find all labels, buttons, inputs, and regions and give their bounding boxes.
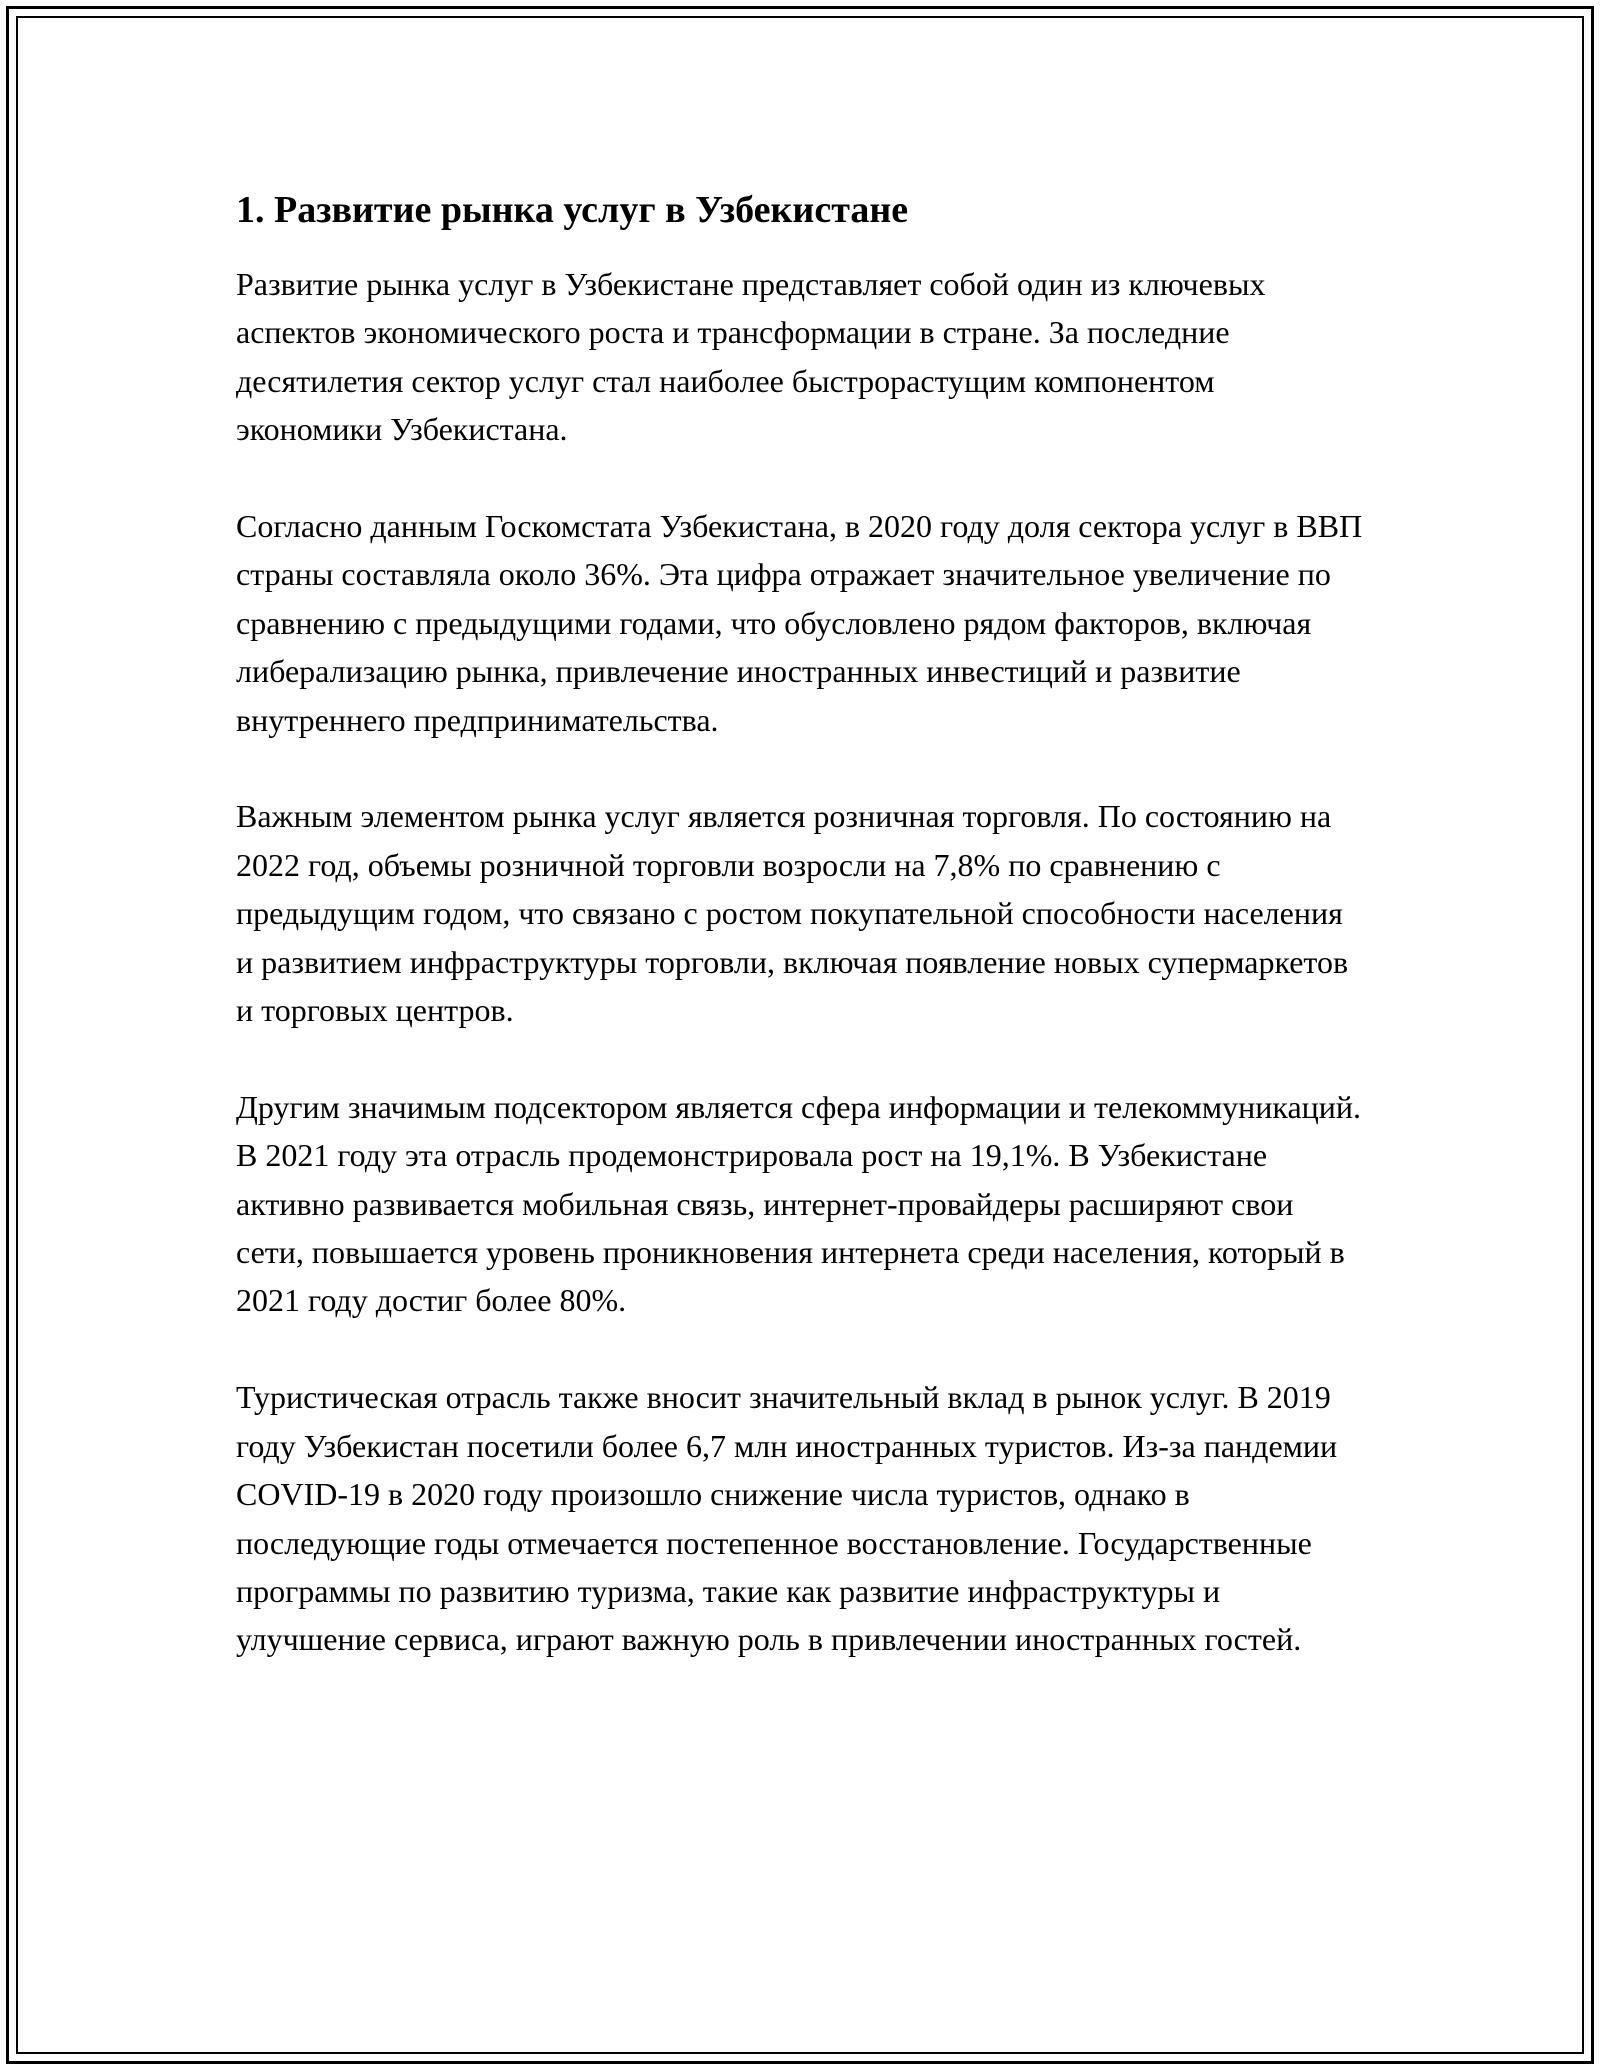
paragraph-intro: Развитие рынка услуг в Узбекистане представляет собой один из ключевых аспектов экономического роста и трансформации в стране. За последние десятилетия сектор услуг стал наиболее быстрорастущим компонентом экономики Узбекистана.	[236, 266, 1266, 448]
section-heading: 1. Развитие рынка услуг в Узбекистане	[236, 189, 909, 231]
paragraph-tourism: Туристическая отрасль также вносит значительный вклад в рынок услуг. В 2019 году Узбекистан посетили более 6,7 млн иностранных туристов. Из-за пандемии COVID-19 в 2020 году произошло снижение числа туристов, однако в последующие годы отмечается постепенное восстановление. Государственные программы по развитию туризма, такие как развитие инфраструктуры и улучшение сервиса, играют важную роль в привлечении иностранных гостей.	[236, 1379, 1338, 1658]
document-body	[236, 186, 1366, 1712]
paragraph-gdp-share: Согласно данным Госкомстата Узбекистана, в 2020 году доля сектора услуг в ВВП страны составляла около 36%. Эта цифра отражает значительное увеличение по сравнению с предыдущими годами, что обусловлено рядом факторов, включая либерализацию рынка, привлечение иностранных инвестиций и развитие внутреннего предпринимательства.	[236, 508, 1363, 738]
paragraph-telecom: Другим значимым подсектором является сфера информации и телекоммуникаций. В 2021 году эта отрасль продемонстрировала рост на 19,1%. В Узбекистане активно развивается мобильная связь, интернет-провайдеры расширяют свои сети, повышается уровень проникновения интернета среди населения, который в 2021 году достиг более 80%.	[236, 1088, 1362, 1319]
paragraph-retail: Важным элементом рынка услуг является розничная торговля. По состоянию на 2022 год, объемы розничной торговли возросли на 7,8% по сравнению с предыдущим годом, что связано с ростом покупательной способности населения и развитием инфраструктуры торговли, включая появление новых супермаркетов и торговых центров.	[236, 798, 1349, 1029]
